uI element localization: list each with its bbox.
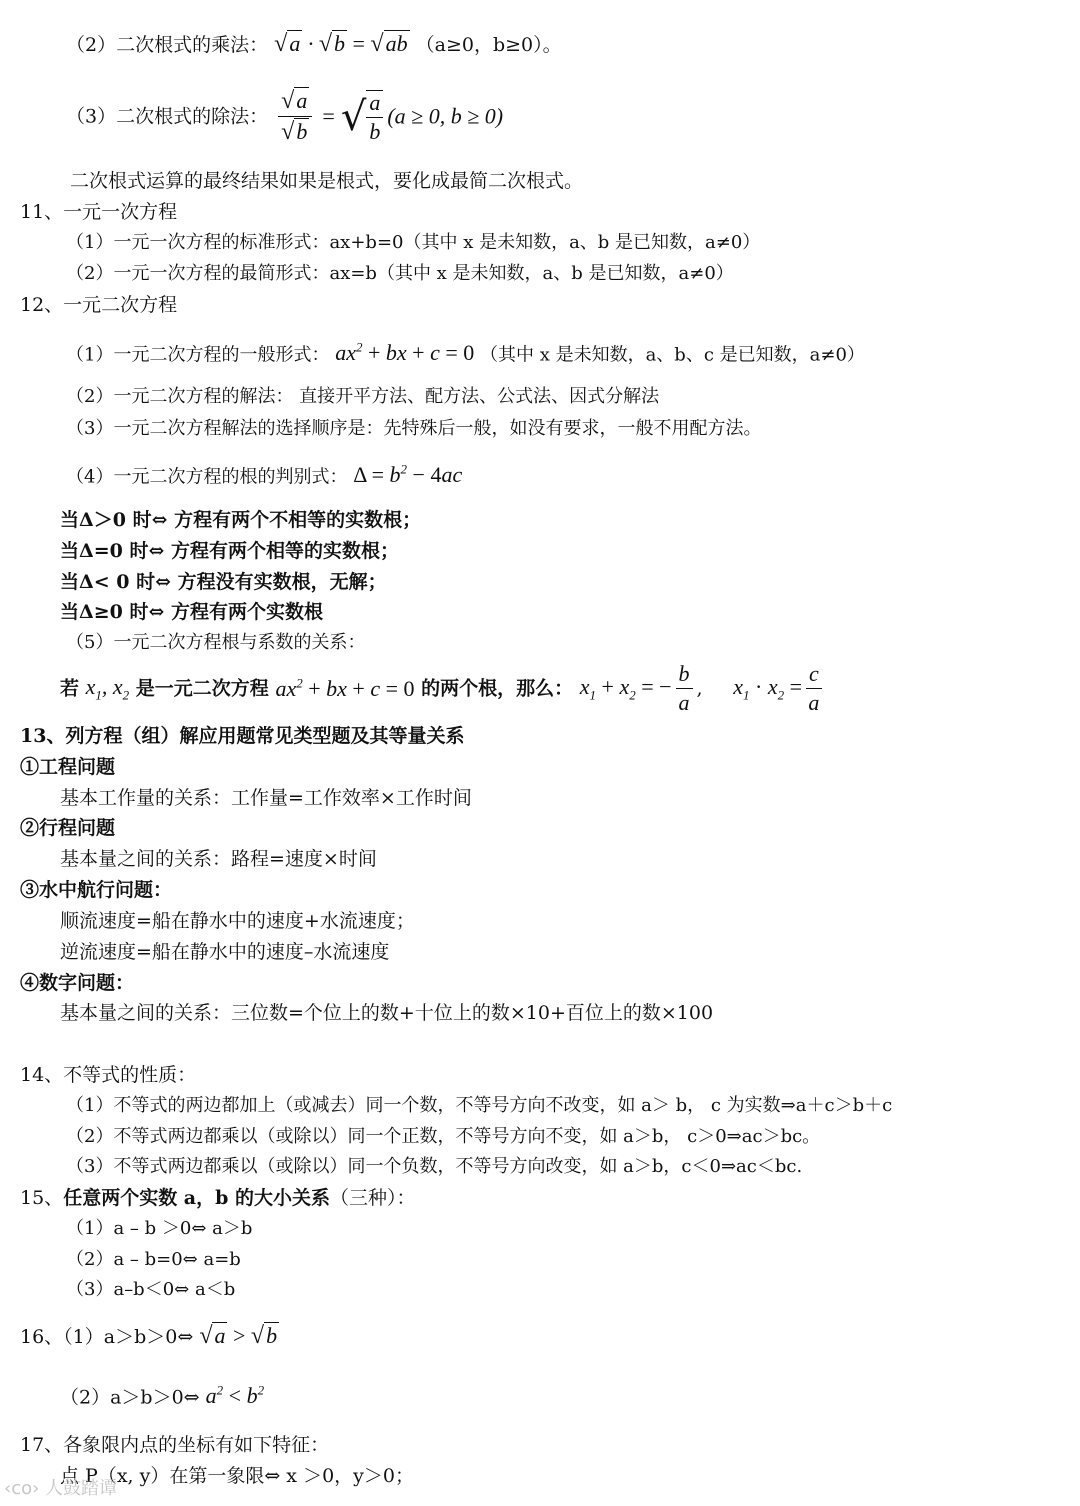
section-16-item-1-label: 16、（1）a＞b＞0⇔: [20, 1326, 194, 1348]
section-14-item-1: （1）不等式的两边都加上（或减去）同一个数，不等号方向不改变，如 a＞ b， c 为实数⇒a＋c＞b＋c: [66, 1095, 893, 1116]
discriminant-case-zero: 当Δ=0 时⇔ 方程有两个相等的实数根；: [60, 540, 400, 562]
section-15-heading: [20, 1187, 416, 1210]
problem-1-title: ①工程问题: [20, 756, 116, 778]
radical-division-rule: [66, 88, 503, 146]
section-12-item-5: （5）一元二次方程根与系数的关系：: [66, 632, 366, 653]
section-12-item-3: （3）一元二次方程解法的选择顺序是：先特殊后一般，如没有要求，一般不用配方法。: [66, 418, 762, 439]
section-16-item-2-label: （2）a＞b＞0⇔: [60, 1386, 200, 1409]
vieta-end: 的两个根，那么：: [421, 677, 574, 700]
vieta-formulas: [60, 662, 826, 715]
section-14-item-2: （2）不等式两边都乘以（或除以）同一个正数，不等号方向不变，如 a＞b， c＞0⇒ac＞bc。: [66, 1126, 821, 1147]
section-14-item-3: （3）不等式两边都乘以（或除以）同一个负数，不等号方向改变，如 a＞b，c＜0⇒ac＜bc.: [66, 1156, 803, 1177]
section-17-heading: 17、各象限内点的坐标有如下特征：: [20, 1434, 330, 1456]
radical-mult-label: （2）二次根式的乘法：: [66, 34, 269, 56]
section-12-heading: 12、一元二次方程: [20, 294, 178, 316]
problem-2-text: 基本量之间的关系：路程=速度×时间: [60, 848, 377, 870]
section-16-item-1: [20, 1322, 279, 1351]
vieta-roots: $x_1$, $x_2$: [85, 674, 130, 703]
radical-div-label: （3）二次根式的除法：: [66, 105, 269, 128]
problem-1-text: 基本工作量的关系：工作量=工作效率×工作时间: [60, 787, 472, 809]
problem-3-text-1: 顺流速度=船在静水中的速度+水流速度；: [60, 910, 415, 932]
section-16-item-2: [60, 1383, 264, 1410]
section-11-item-1: （1）一元一次方程的标准形式：ax+b=0（其中 x 是未知数，a、b 是已知数，a≠0）: [66, 232, 761, 253]
vieta-mid: 是一元二次方程: [135, 677, 269, 700]
section-11-heading: 11、一元一次方程: [20, 201, 178, 223]
square-inequality: $a^2 < b^2$: [205, 1383, 265, 1409]
sqrt-inequality: √a > √b: [199, 1323, 278, 1349]
section-13-heading: 13、列方程（组）解应用题常见类型题及其等量关系: [20, 725, 465, 747]
section-15-item-3: （3）a–b＜0⇔ a＜b: [66, 1279, 236, 1300]
vieta-comma: ,: [696, 677, 703, 700]
section-11-item-2: （2）一元一次方程的最简形式：ax=b（其中 x 是未知数，a、b 是已知数，a≠0）: [66, 263, 734, 284]
problem-3-text-2: 逆流速度=船在静水中的速度–水流速度: [60, 941, 390, 963]
radical-div-rhs-fraction: $\frac{a}{b}$: [366, 90, 383, 144]
watermark-logo: ‹co› 人鼓踏谭: [4, 1478, 118, 1499]
radical-note: 二次根式运算的最终结果如果是根式，要化成最简二次根式。: [70, 170, 584, 192]
section-12-item-2: （2）一元二次方程的解法： 直接开平方法、配方法、公式法、因式分解法: [66, 386, 660, 407]
vieta-sum-fraction: $\frac{b}{a}$: [676, 662, 693, 715]
section-15-item-2: （2）a – b=0⇔ a=b: [66, 1249, 241, 1270]
discriminant-label: （4）一元二次方程的根的判别式：: [66, 466, 348, 488]
vieta-sum: $x_1 + x_2$ = −: [579, 674, 672, 703]
problem-4-title: ④数字问题：: [20, 972, 135, 994]
discriminant-case-positive: 当Δ＞0 时⇔ 方程有两个不相等的实数根；: [60, 509, 422, 531]
vieta-product-fraction: $\frac{c}{a}$: [806, 662, 822, 715]
section-12-item-1: [66, 340, 865, 367]
radical-sign-icon: √: [340, 93, 367, 140]
discriminant-case-nonnegative: 当Δ≥0 时⇔ 方程有两个实数根: [60, 601, 324, 623]
radical-mult-condition: （a≥0，b≥0）。: [415, 34, 562, 56]
general-form-note: （其中 x 是未知数，a、b、c 是已知数，a≠0）: [479, 344, 865, 366]
vieta-equation: $ax^2$ + bx + c = 0: [275, 675, 415, 701]
problem-2-title: ②行程问题: [20, 817, 116, 839]
section-15-item-1: （1）a – b ＞0⇔ a＞b: [66, 1218, 253, 1239]
radical-multiplication-rule: [66, 30, 562, 59]
section-17-item-1: 点 P（x, y）在第一象限⇔ x ＞0，y＞0；: [60, 1465, 414, 1487]
general-form-label: （1）一元二次方程的一般形式：: [66, 344, 330, 366]
radical-div-lhs-fraction: $\frac{√a}{√b}$: [278, 88, 312, 146]
section-14-heading: 14、不等式的性质：: [20, 1064, 197, 1086]
problem-4-text: 基本量之间的关系：三位数=个位上的数+十位上的数×10+百位上的数×100: [60, 1002, 714, 1024]
problem-3-title: ③水中航行问题：: [20, 879, 173, 901]
discriminant-case-negative: 当Δ< 0 时⇔ 方程没有实数根，无解；: [60, 571, 387, 593]
discriminant-formula: $\Delta = b^2 - 4ac$: [353, 462, 463, 488]
section-15-title: 任意两个实数 a，b 的大小关系: [63, 1187, 331, 1209]
vieta-ruo: 若: [60, 677, 80, 700]
section-15-number: 15、: [20, 1187, 64, 1209]
vieta-product: $x_1 \cdot x_2$ =: [733, 674, 802, 703]
equals-sign: =: [322, 103, 335, 129]
radical-mult-formula: √a · √b = √ab: [274, 31, 408, 57]
radical-div-condition: (a ≥ 0, b ≥ 0): [387, 103, 504, 129]
section-12-item-4: [66, 462, 462, 489]
section-15-suffix: （三种）：: [330, 1187, 416, 1209]
quadratic-general-form: $ax^2$ + bx + c = 0: [335, 340, 475, 366]
